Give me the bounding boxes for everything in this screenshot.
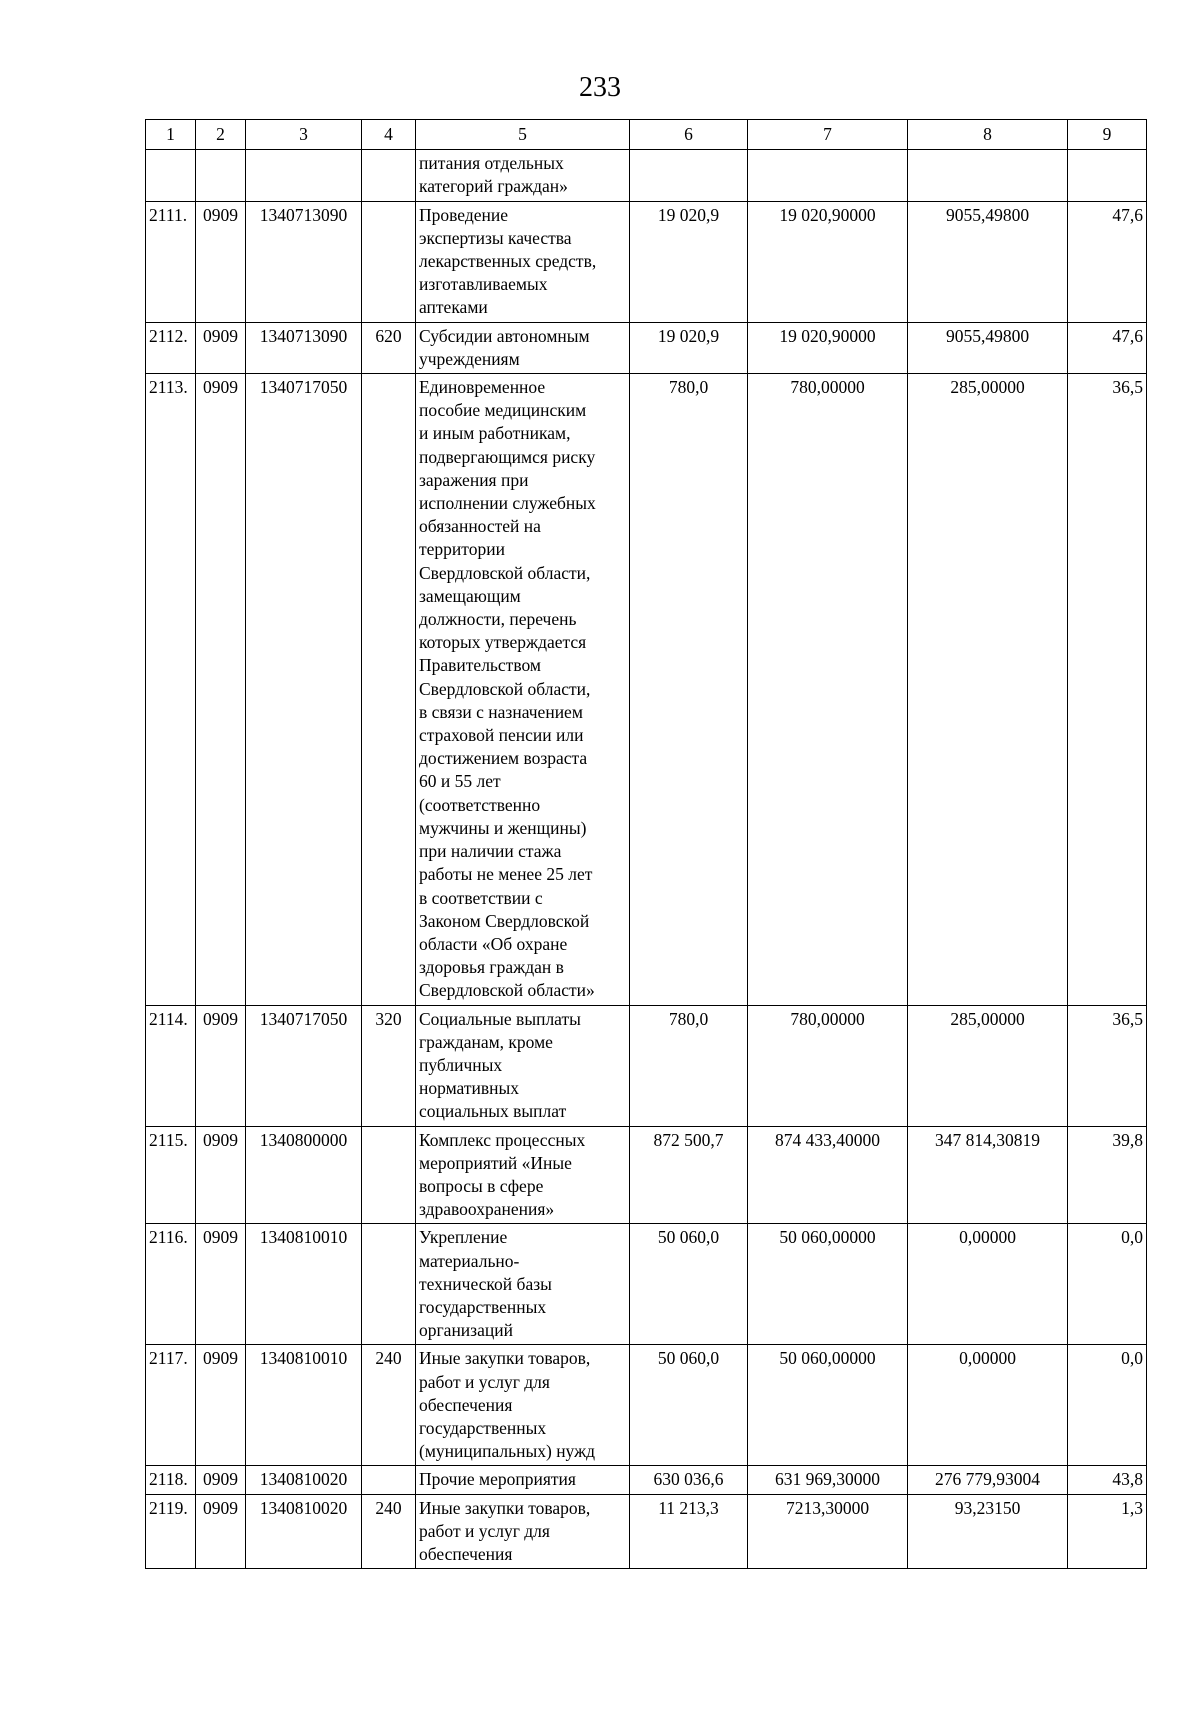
expense-kind-cell — [362, 374, 416, 1005]
table-row — [146, 322, 1147, 373]
target-article-cell: 1340713090 — [246, 322, 362, 373]
section-code-cell: 0909 — [196, 1224, 246, 1345]
execution-percent-cell: 43,8 — [1068, 1466, 1147, 1494]
item-name-cell: Укрепление материально- технической базы государственных организаций — [416, 1224, 630, 1345]
row-number-cell: 2113. — [146, 374, 196, 1005]
table-row — [146, 374, 1147, 1005]
execution-percent-cell: 1,3 — [1068, 1494, 1147, 1569]
executed-amount-cell: 0,00000 — [908, 1345, 1068, 1466]
refined-amount-cell: 631 969,30000 — [748, 1466, 908, 1494]
execution-percent-cell: 36,5 — [1068, 1005, 1147, 1126]
execution-percent-cell: 39,8 — [1068, 1126, 1147, 1224]
refined-amount-cell — [748, 150, 908, 201]
execution-percent-cell: 0,0 — [1068, 1224, 1147, 1345]
refined-amount-cell: 50 060,00000 — [748, 1224, 908, 1345]
item-name-cell: питания отдельных категорий граждан» — [416, 150, 630, 201]
item-name-cell: Социальные выплаты гражданам, кроме публичных нормативных социальных выплат — [416, 1005, 630, 1126]
section-code-cell: 0909 — [196, 1494, 246, 1569]
section-code-cell: 0909 — [196, 374, 246, 1005]
execution-percent-cell — [1068, 150, 1147, 201]
refined-amount-cell: 780,00000 — [748, 1005, 908, 1126]
executed-amount-cell: 347 814,30819 — [908, 1126, 1068, 1224]
section-code-cell: 0909 — [196, 322, 246, 373]
row-number-cell: 2115. — [146, 1126, 196, 1224]
header-cell: 4 — [362, 120, 416, 150]
execution-percent-cell: 47,6 — [1068, 322, 1147, 373]
plan-amount-cell: 11 213,3 — [630, 1494, 748, 1569]
section-code-cell: 0909 — [196, 1345, 246, 1466]
plan-amount-cell: 630 036,6 — [630, 1466, 748, 1494]
target-article-cell: 1340810020 — [246, 1494, 362, 1569]
executed-amount-cell — [908, 150, 1068, 201]
header-cell: 5 — [416, 120, 630, 150]
expense-kind-cell: 320 — [362, 1005, 416, 1126]
plan-amount-cell: 50 060,0 — [630, 1224, 748, 1345]
header-cell: 8 — [908, 120, 1068, 150]
expense-kind-cell — [362, 201, 416, 322]
target-article-cell: 1340800000 — [246, 1126, 362, 1224]
section-code-cell: 0909 — [196, 201, 246, 322]
plan-amount-cell: 872 500,7 — [630, 1126, 748, 1224]
table-row — [146, 201, 1147, 322]
table-row — [146, 1345, 1147, 1466]
section-code-cell: 0909 — [196, 1005, 246, 1126]
table-row — [146, 1466, 1147, 1494]
page-number: 233 — [579, 72, 621, 103]
expense-kind-cell — [362, 1224, 416, 1345]
target-article-cell: 1340717050 — [246, 374, 362, 1005]
plan-amount-cell: 780,0 — [630, 374, 748, 1005]
table-row — [146, 1224, 1147, 1345]
execution-percent-cell: 0,0 — [1068, 1345, 1147, 1466]
execution-percent-cell: 36,5 — [1068, 374, 1147, 1005]
refined-amount-cell: 19 020,90000 — [748, 201, 908, 322]
expense-kind-cell: 620 — [362, 322, 416, 373]
item-name-cell: Иные закупки товаров, работ и услуг для обеспечения — [416, 1494, 630, 1569]
header-row — [146, 120, 1147, 150]
expense-kind-cell — [362, 150, 416, 201]
row-number-cell: 2117. — [146, 1345, 196, 1466]
item-name-cell: Комплекс процессных мероприятий «Иные вопросы в сфере здравоохранения» — [416, 1126, 630, 1224]
expense-kind-cell: 240 — [362, 1494, 416, 1569]
target-article-cell — [246, 150, 362, 201]
executed-amount-cell: 0,00000 — [908, 1224, 1068, 1345]
row-number-cell: 2114. — [146, 1005, 196, 1126]
section-code-cell — [196, 150, 246, 201]
header-cell: 2 — [196, 120, 246, 150]
item-name-cell: Единовременное пособие медицинским и иным работникам, подвергающимся риску заражения при исполнении служебных обязанностей на территории Свердловской области, замещающим должности, перечень которых утверждается Правительством Свердловской области, в связи с назначением страховой пенсии или достижением возраста 60 и 55 лет (соответственно мужчины и женщины) при наличии стажа работы не менее 25 лет в соответствии с Законом Свердловской области «Об охране здоровья граждан в Свердловской области» — [416, 374, 630, 1005]
row-number-cell: 2111. — [146, 201, 196, 322]
row-number-cell: 2119. — [146, 1494, 196, 1569]
target-article-cell: 1340713090 — [246, 201, 362, 322]
header-cell: 7 — [748, 120, 908, 150]
target-article-cell: 1340810010 — [246, 1224, 362, 1345]
refined-amount-cell: 7213,30000 — [748, 1494, 908, 1569]
plan-amount-cell — [630, 150, 748, 201]
target-article-cell: 1340810010 — [246, 1345, 362, 1466]
expense-kind-cell — [362, 1466, 416, 1494]
row-number-cell: 2116. — [146, 1224, 196, 1345]
table-row — [146, 1126, 1147, 1224]
execution-percent-cell: 47,6 — [1068, 201, 1147, 322]
refined-amount-cell: 874 433,40000 — [748, 1126, 908, 1224]
target-article-cell: 1340717050 — [246, 1005, 362, 1126]
executed-amount-cell: 285,00000 — [908, 1005, 1068, 1126]
budget-table — [145, 119, 1147, 1569]
header-cell: 6 — [630, 120, 748, 150]
executed-amount-cell: 285,00000 — [908, 374, 1068, 1005]
table-row — [146, 1494, 1147, 1569]
item-name-cell: Проведение экспертизы качества лекарственных средств, изготавливаемых аптеками — [416, 201, 630, 322]
plan-amount-cell: 19 020,9 — [630, 201, 748, 322]
refined-amount-cell: 50 060,00000 — [748, 1345, 908, 1466]
item-name-cell: Иные закупки товаров, работ и услуг для обеспечения государственных (муниципальных) нужд — [416, 1345, 630, 1466]
header-cell: 9 — [1068, 120, 1147, 150]
table-row — [146, 1005, 1147, 1126]
expense-kind-cell — [362, 1126, 416, 1224]
executed-amount-cell: 9055,49800 — [908, 322, 1068, 373]
row-number-cell: 2118. — [146, 1466, 196, 1494]
section-code-cell: 0909 — [196, 1466, 246, 1494]
expense-kind-cell: 240 — [362, 1345, 416, 1466]
item-name-cell: Субсидии автономным учреждениям — [416, 322, 630, 373]
row-number-cell: 2112. — [146, 322, 196, 373]
executed-amount-cell: 276 779,93004 — [908, 1466, 1068, 1494]
row-number-cell — [146, 150, 196, 201]
plan-amount-cell: 780,0 — [630, 1005, 748, 1126]
table-body — [146, 150, 1147, 1569]
item-name-cell: Прочие мероприятия — [416, 1466, 630, 1494]
refined-amount-cell: 780,00000 — [748, 374, 908, 1005]
header-cell: 3 — [246, 120, 362, 150]
plan-amount-cell: 19 020,9 — [630, 322, 748, 373]
executed-amount-cell: 9055,49800 — [908, 201, 1068, 322]
table-row — [146, 150, 1147, 201]
plan-amount-cell: 50 060,0 — [630, 1345, 748, 1466]
header-cell: 1 — [146, 120, 196, 150]
target-article-cell: 1340810020 — [246, 1466, 362, 1494]
section-code-cell: 0909 — [196, 1126, 246, 1224]
executed-amount-cell: 93,23150 — [908, 1494, 1068, 1569]
refined-amount-cell: 19 020,90000 — [748, 322, 908, 373]
